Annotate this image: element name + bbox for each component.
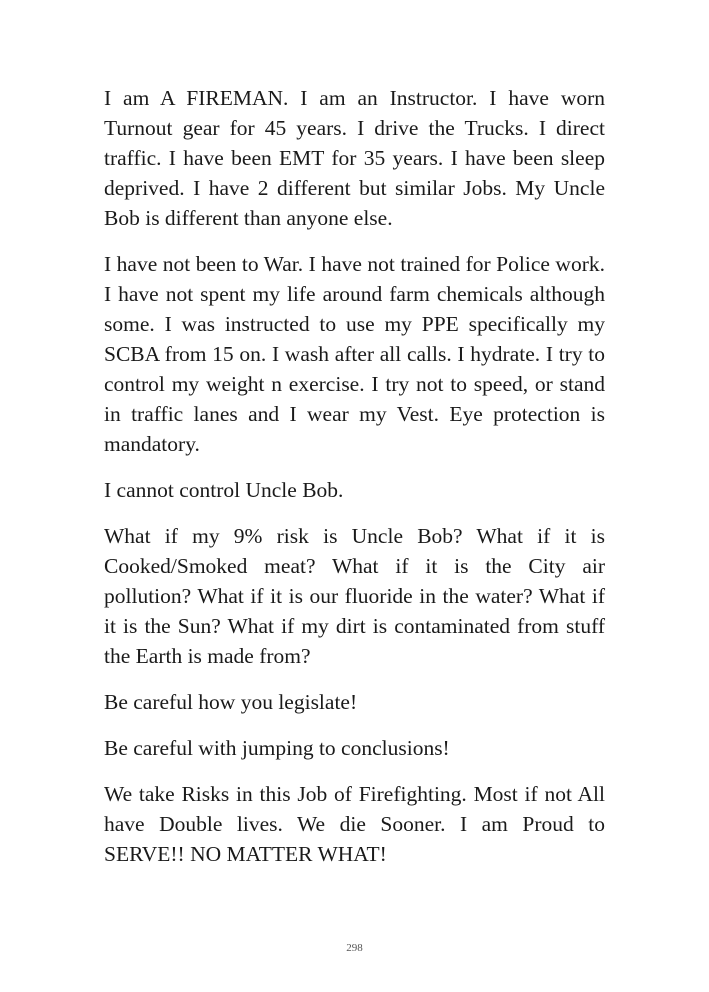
paragraph-2: I have not been to War. I have not trained for Police work. I have not spent my life around farm chemicals although some. I was instructed to use my PPE specifically my SCBA from 15 on. I wash after all calls. I hydrate. I try to control my weight n exercise. I try not to speed, or stand in traffic lanes and I wear my Vest. Eye protection is mandatory. <box>104 252 605 456</box>
paragraph-5: Be careful how you legislate! <box>104 690 358 714</box>
paragraph-4: What if my 9% risk is Uncle Bob? What if it is Cooked/Smoked meat? What if it is the City air pollution? What if it is our fluoride in the water? What if it is the Sun? What if my dirt is contaminated from stuff the Earth is made from? <box>104 524 605 668</box>
paragraph-1: I am A FIREMAN. I am an Instructor. I have worn Turnout gear for 45 years. I drive the Trucks. I direct traffic. I have been EMT for 35 years. I have been sleep deprived. I have 2 different but similar Jobs. My Uncle Bob is different than anyone else. <box>104 86 605 230</box>
page-number: 298 <box>346 942 363 954</box>
paragraph-7: We take Risks in this Job of Firefighting. Most if not All have Double lives. We die Sooner. I am Proud to SERVE!! NO MATTER WHAT! <box>104 782 605 866</box>
paragraph-6: Be careful with jumping to conclusions! <box>104 736 450 760</box>
paragraph-3: I cannot control Uncle Bob. <box>104 478 344 502</box>
body-text <box>104 83 605 885</box>
